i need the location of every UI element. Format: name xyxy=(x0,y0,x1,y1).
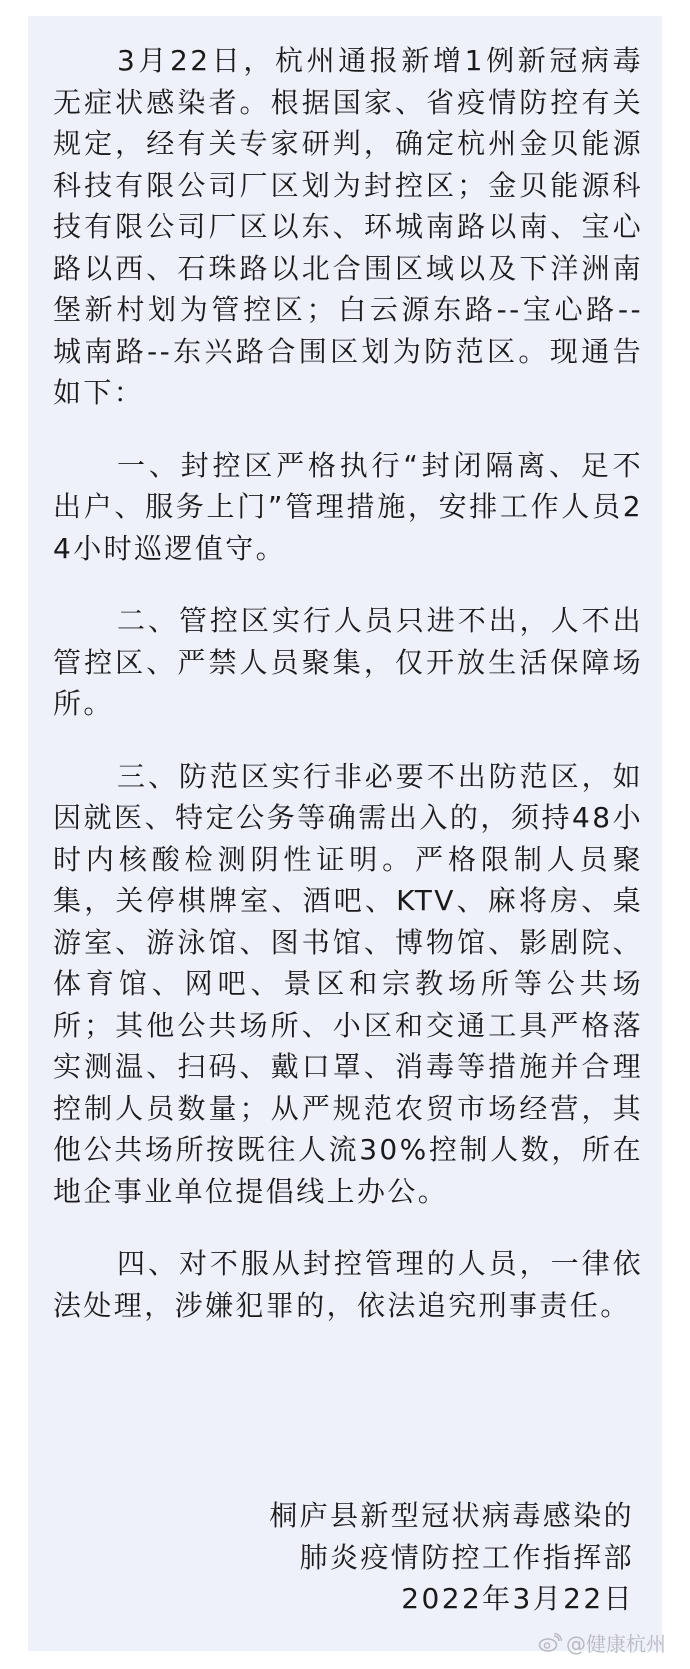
weibo-icon xyxy=(538,1633,562,1653)
notice-body xyxy=(53,40,643,1357)
paragraph-item-1: 一、封控区严格执行“封闭隔离、足不出户、服务上门”管理措施，安排工作人员24小时巡逻值守。 xyxy=(53,448,643,565)
signature-block xyxy=(269,1495,634,1620)
paragraph-item-4: 四、对不服从封控管理的人员，一律依法处理，涉嫌犯罪的，依法追究刑事责任。 xyxy=(53,1247,643,1322)
paragraph-intro: 3月22日，杭州通报新增1例新冠病毒无症状感染者。根据国家、省疫情防控有关规定，经有关专家研判，确定杭州金贝能源科技有限公司厂区划为封控区；金贝能源科技有限公司厂区以东、环城南路以南、宝心路以西、石珠路以北合围区域以及下洋洲南堡新村划为管控区；白云源东路--宝心路--城南路--东兴路合围区划为防范区。现通告如下： xyxy=(53,44,643,409)
paragraph-item-3: 三、防范区实行非必要不出防范区，如因就医、特定公务等确需出入的，须持48小时内核酸检测阴性证明。严格限制人员聚集，关停棋牌室、酒吧、KTV、麻将房、桌游室、游泳馆、图书馆、博物馆、影剧院、体育馆、网吧、景区和宗教场所等公共场所；其他公共场所、小区和交通工具严格落实测温、扫码、戴口罩、消毒等措施并合理控制人员数量；从严规范农贸市场经营，其他公共场所按既往人流30%控制人数，所在地企事业单位提倡线上办公。 xyxy=(53,759,643,1208)
paragraph-item-2: 二、管控区实行人员只进不出，人不出管控区、严禁人员聚集，仅开放生活保障场所。 xyxy=(53,604,643,720)
signature-org-line-2: 肺炎疫情防控工作指挥部 xyxy=(299,1540,634,1574)
signature-org-line-1: 桐庐县新型冠状病毒感染的 xyxy=(269,1499,634,1532)
watermark xyxy=(538,1628,666,1657)
signature-date: 2022年3月22日 xyxy=(401,1582,634,1615)
watermark-text: @健康杭州 xyxy=(566,1632,666,1656)
